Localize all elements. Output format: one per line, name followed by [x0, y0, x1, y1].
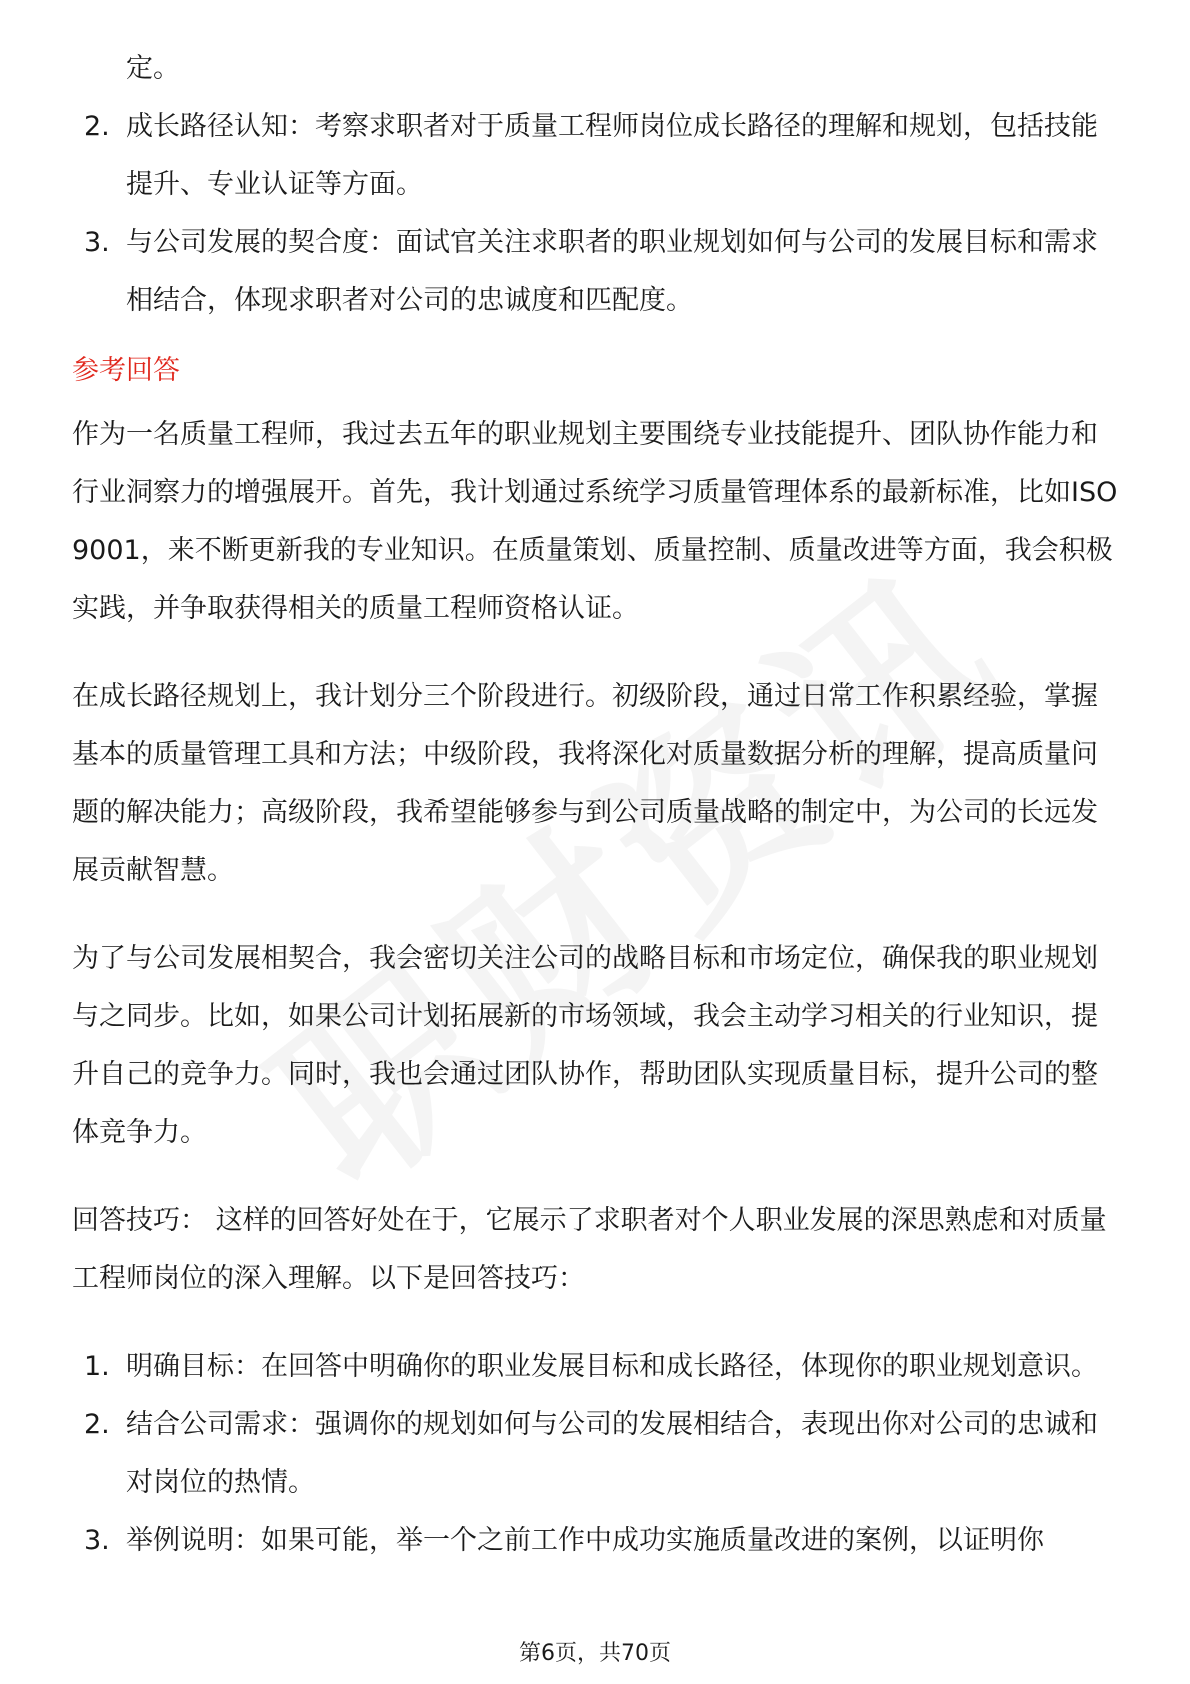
list-item-text: 结合公司需求：强调你的规划如何与公司的发展相结合，表现出你对公司的忠诚和对岗位的热情。: [126, 1409, 1098, 1498]
paragraph: 回答技巧： 这样的回答好处在于，它展示了求职者对个人职业发展的深思熟虑和对质量工程师岗位的深入理解。以下是回答技巧：: [72, 1205, 1107, 1294]
paragraph: 作为一名质量工程师，我过去五年的职业规划主要围绕专业技能提升、团队协作能力和行业洞察力的增强展开。首先，我计划通过系统学习质量管理体系的最新标准，比如ISO 9001，来不断更新我的专业知识。在质量策划、质量控制、质量改进等方面，我会积极实践，并争取获得相关的质量工程师资格认证。: [72, 419, 1118, 624]
list-item: [72, 1338, 1118, 1396]
list-number: 2.: [84, 111, 110, 142]
section-heading: 参考回答: [72, 355, 180, 386]
paragraph: 在成长路径规划上，我计划分三个阶段进行。初级阶段，通过日常工作积累经验，掌握基本的质量管理工具和方法；中级阶段，我将深化对质量数据分析的理解，提高质量问题的解决能力；高级阶段，我希望能够参与到公司质量战略的制定中，为公司的长远发展贡献智慧。: [72, 681, 1098, 886]
page-content: [72, 40, 1118, 1570]
list-number: 3.: [84, 227, 110, 258]
list-number: 2.: [84, 1409, 110, 1440]
list-item: [72, 1396, 1118, 1512]
list-item: [72, 1512, 1118, 1570]
tips-list: [72, 1338, 1118, 1570]
list-item-text: 与公司发展的契合度：面试官关注求职者的职业规划如何与公司的发展目标和需求相结合，体现求职者对公司的忠诚度和匹配度。: [126, 227, 1098, 316]
criteria-list: [72, 98, 1118, 330]
list-item: [72, 214, 1118, 330]
list-number: 3.: [84, 1525, 110, 1556]
list-item: [72, 98, 1118, 214]
continued-text: 定。: [126, 53, 180, 84]
page-number: 第6页，共70页: [519, 1641, 671, 1666]
list-number: 1.: [84, 1351, 110, 1382]
list-item-text: 成长路径认知：考察求职者对于质量工程师岗位成长路径的理解和规划，包括技能提升、专业认证等方面。: [126, 111, 1098, 200]
list-item-text: 明确目标：在回答中明确你的职业发展目标和成长路径，体现你的职业规划意识。: [126, 1351, 1098, 1382]
paragraph: 为了与公司发展相契合，我会密切关注公司的战略目标和市场定位，确保我的职业规划与之同步。比如，如果公司计划拓展新的市场领域，我会主动学习相关的行业知识，提升自己的竞争力。同时，我也会通过团队协作，帮助团队实现质量目标，提升公司的整体竞争力。: [72, 943, 1098, 1148]
list-item-text: 举例说明：如果可能，举一个之前工作中成功实施质量改进的案例，以证明你: [126, 1525, 1044, 1556]
